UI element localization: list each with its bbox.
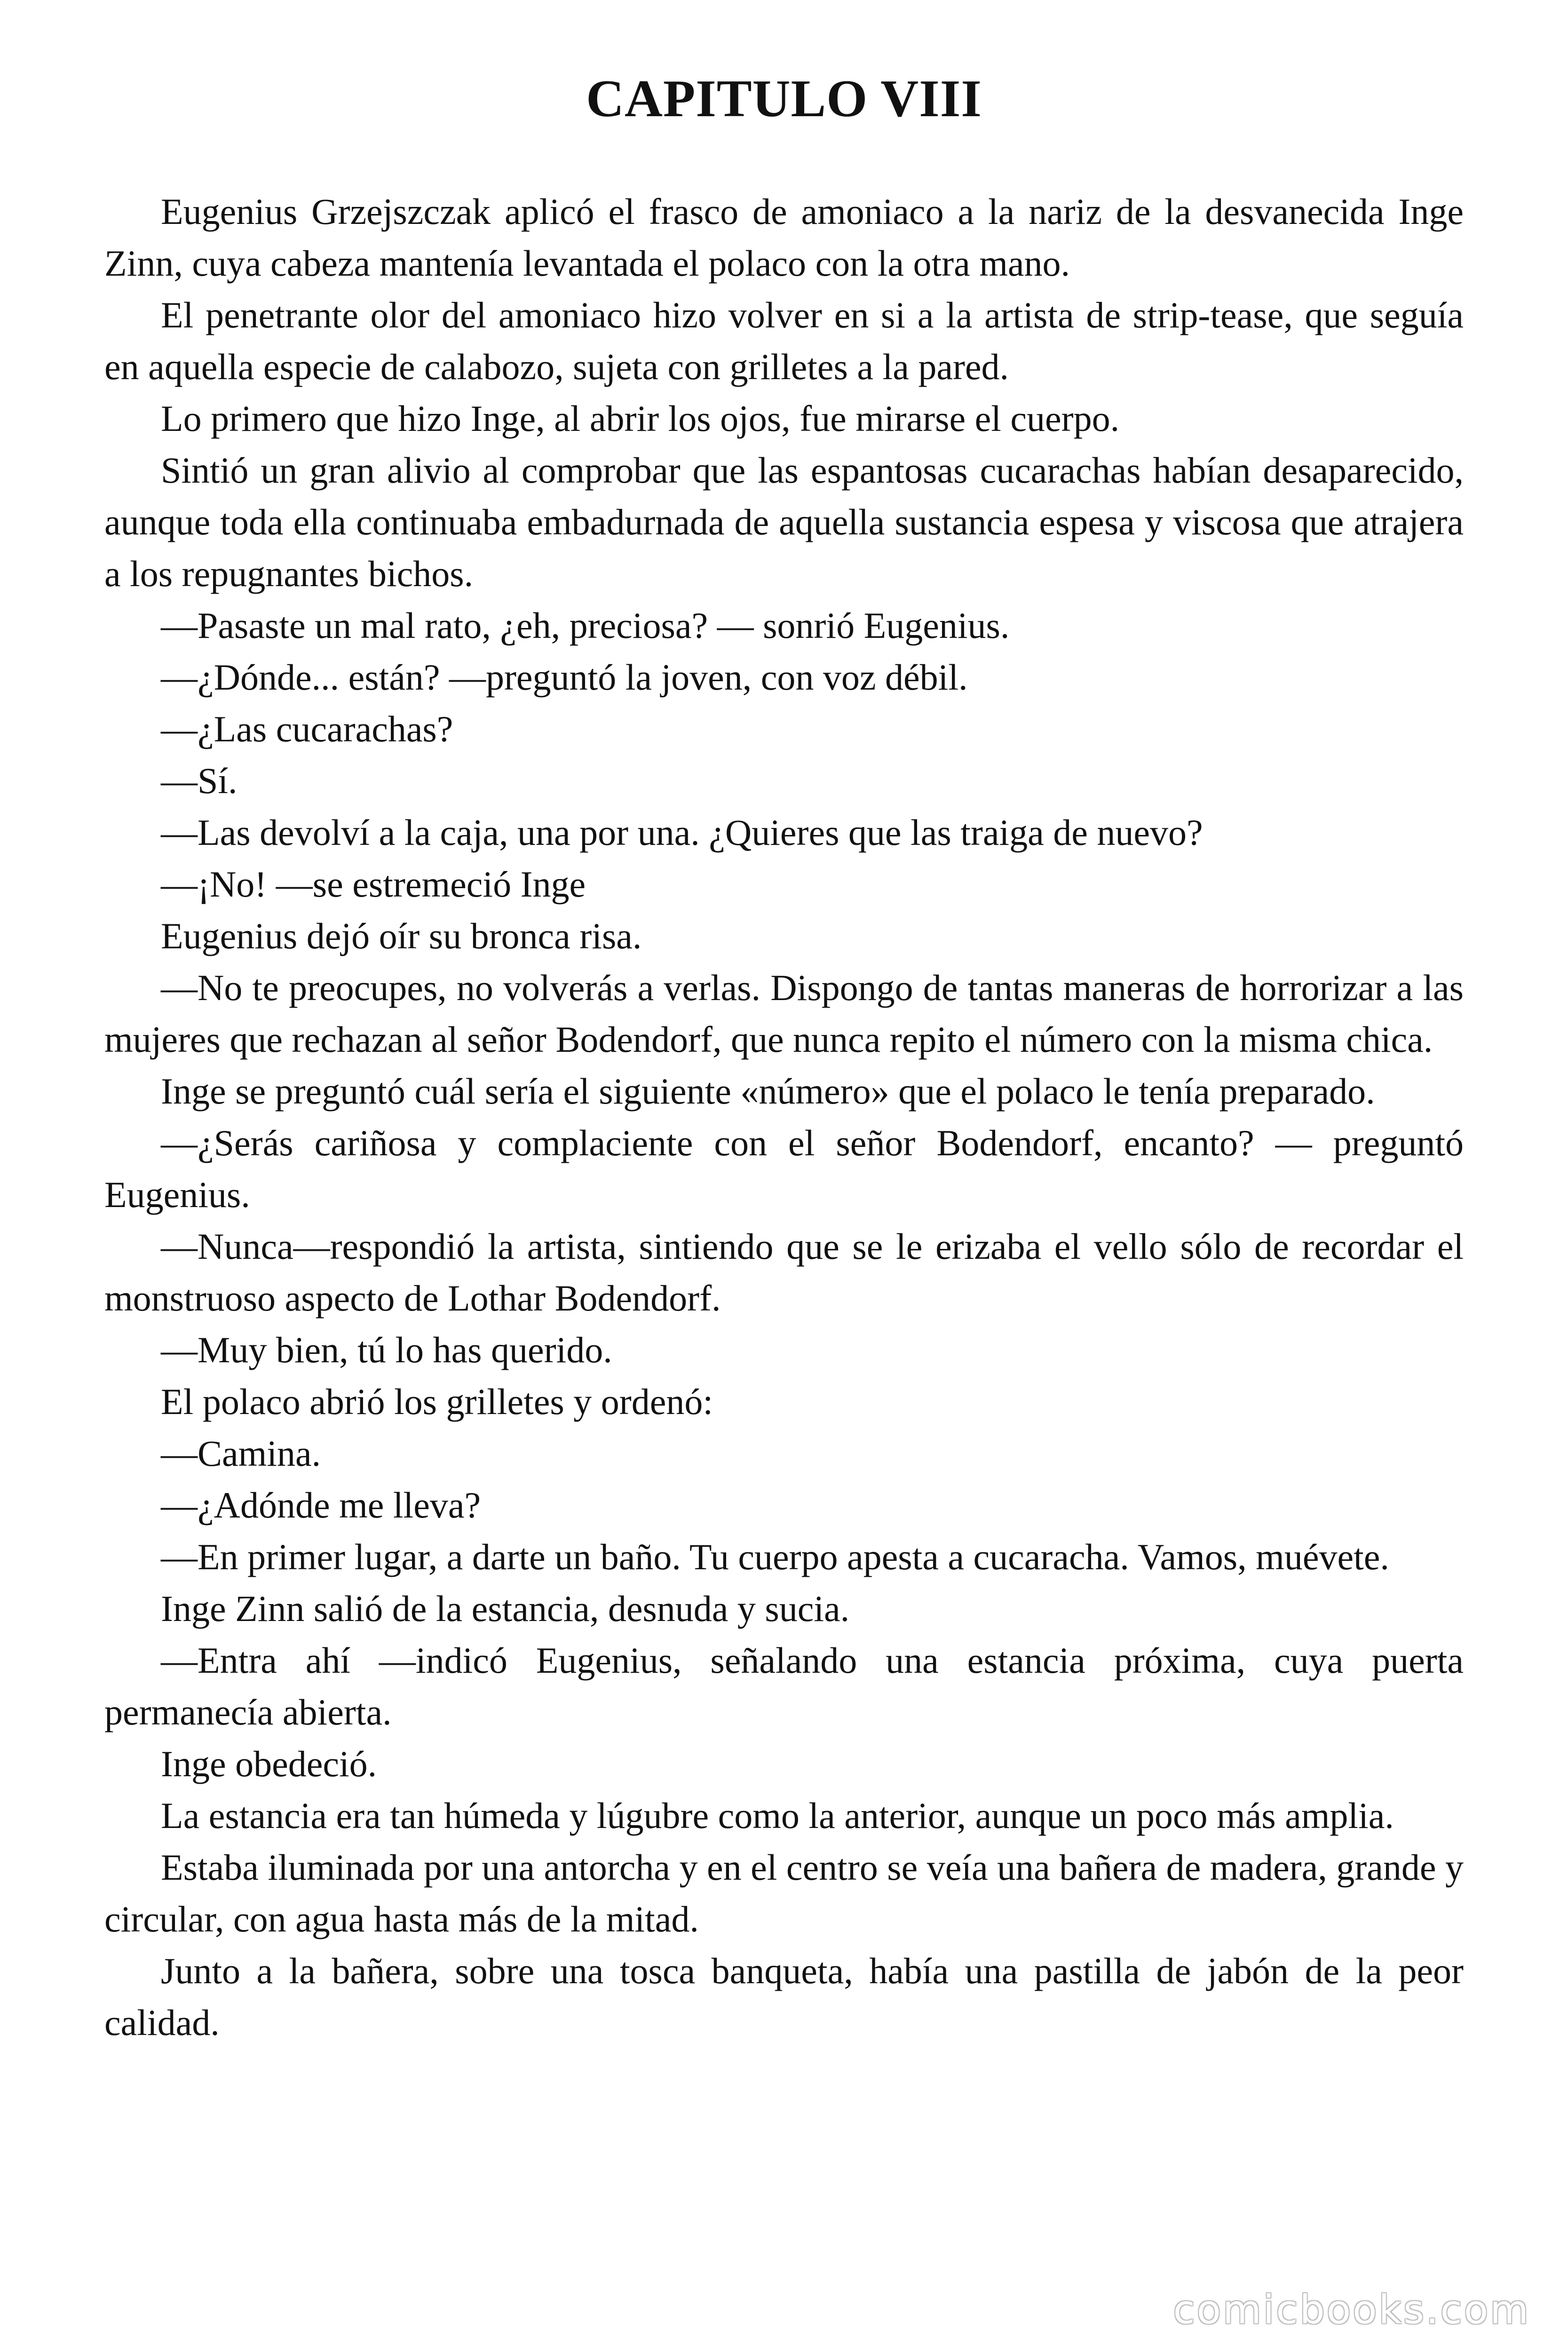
dialogue-line: —¡No! —se estremeció Inge xyxy=(161,864,586,905)
paragraph: Inge se preguntó cuál sería el siguiente «número» que el polaco le tenía preparado. xyxy=(161,1071,1375,1112)
paragraph: Inge obedeció. xyxy=(161,1743,377,1784)
dialogue-line: —Sí. xyxy=(161,760,238,801)
dialogue-line: —Muy bien, tú lo has querido. xyxy=(161,1329,612,1370)
dialogue-line: —¿Dónde... están? —preguntó la joven, con voz débil. xyxy=(161,657,968,698)
dialogue-line: —Nunca—respondió la artista, sintiendo que se le erizaba el vello sólo de recordar el monstruoso aspecto de Lothar Bodendorf. xyxy=(104,1226,1464,1319)
dialogue-line: —Camina. xyxy=(161,1433,321,1474)
dialogue-line: —¿Serás cariñosa y complaciente con el señor Bodendorf, encanto? — preguntó Eugenius. xyxy=(104,1122,1464,1215)
dialogue-line: —Pasaste un mal rato, ¿eh, preciosa? — sonrió Eugenius. xyxy=(161,605,1010,646)
paragraph: Inge Zinn salió de la estancia, desnuda y sucia. xyxy=(161,1588,850,1629)
dialogue-line: —Las devolví a la caja, una por una. ¿Quieres que las traiga de nuevo? xyxy=(161,812,1203,853)
paragraph: El penetrante olor del amoniaco hizo volver en si a la artista de strip-tease, que seguía en aquella especie de calabozo, sujeta con grilletes a la pared. xyxy=(104,294,1464,387)
chapter-title: CAPITULO VIII xyxy=(586,70,982,128)
paragraph: Estaba iluminada por una antorcha y en el centro se veía una bañera de madera, grande y circular, con agua hasta más de la mitad. xyxy=(104,1847,1464,1939)
paragraph: Lo primero que hizo Inge, al abrir los ojos, fue mirarse el cuerpo. xyxy=(161,398,1120,439)
paragraph: Sintió un gran alivio al comprobar que las espantosas cucarachas habían desaparecido, aunque toda ella continuaba embadurnada de aquella sustancia espesa y viscosa que atrajera a los repugnantes bichos. xyxy=(104,450,1464,594)
paragraph: La estancia era tan húmeda y lúgubre como la anterior, aunque un poco más amplia. xyxy=(161,1795,1394,1836)
watermark: comicbooks.com xyxy=(1173,2287,1530,2333)
dialogue-line: —En primer lugar, a darte un baño. Tu cuerpo apesta a cucaracha. Vamos, muévete. xyxy=(161,1536,1389,1577)
dialogue-line: —¿Adónde me lleva? xyxy=(161,1485,481,1526)
dialogue-line: —No te preocupes, no volverás a verlas. Dispongo de tantas maneras de horrorizar a las mujeres que rechazan al señor Bodendorf, que nunca repito el número con la misma chica. xyxy=(104,967,1464,1060)
chapter-text xyxy=(104,186,1464,2049)
paragraph: Eugenius Grzejszczak aplicó el frasco de amoniaco a la nariz de la desvanecida Inge Zinn, cuya cabeza mantenía levantada el polaco con la otra mano. xyxy=(104,191,1464,284)
paragraph: Eugenius dejó oír su bronca risa. xyxy=(161,915,642,956)
paragraph: Junto a la bañera, sobre una tosca banqueta, había una pastilla de jabón de la peor calidad. xyxy=(104,1950,1464,2043)
dialogue-line: —Entra ahí —indicó Eugenius, señalando una estancia próxima, cuya puerta permanecía abierta. xyxy=(104,1640,1464,1732)
dialogue-line: —¿Las cucarachas? xyxy=(161,708,453,749)
paragraph: El polaco abrió los grilletes y ordenó: xyxy=(161,1381,713,1422)
